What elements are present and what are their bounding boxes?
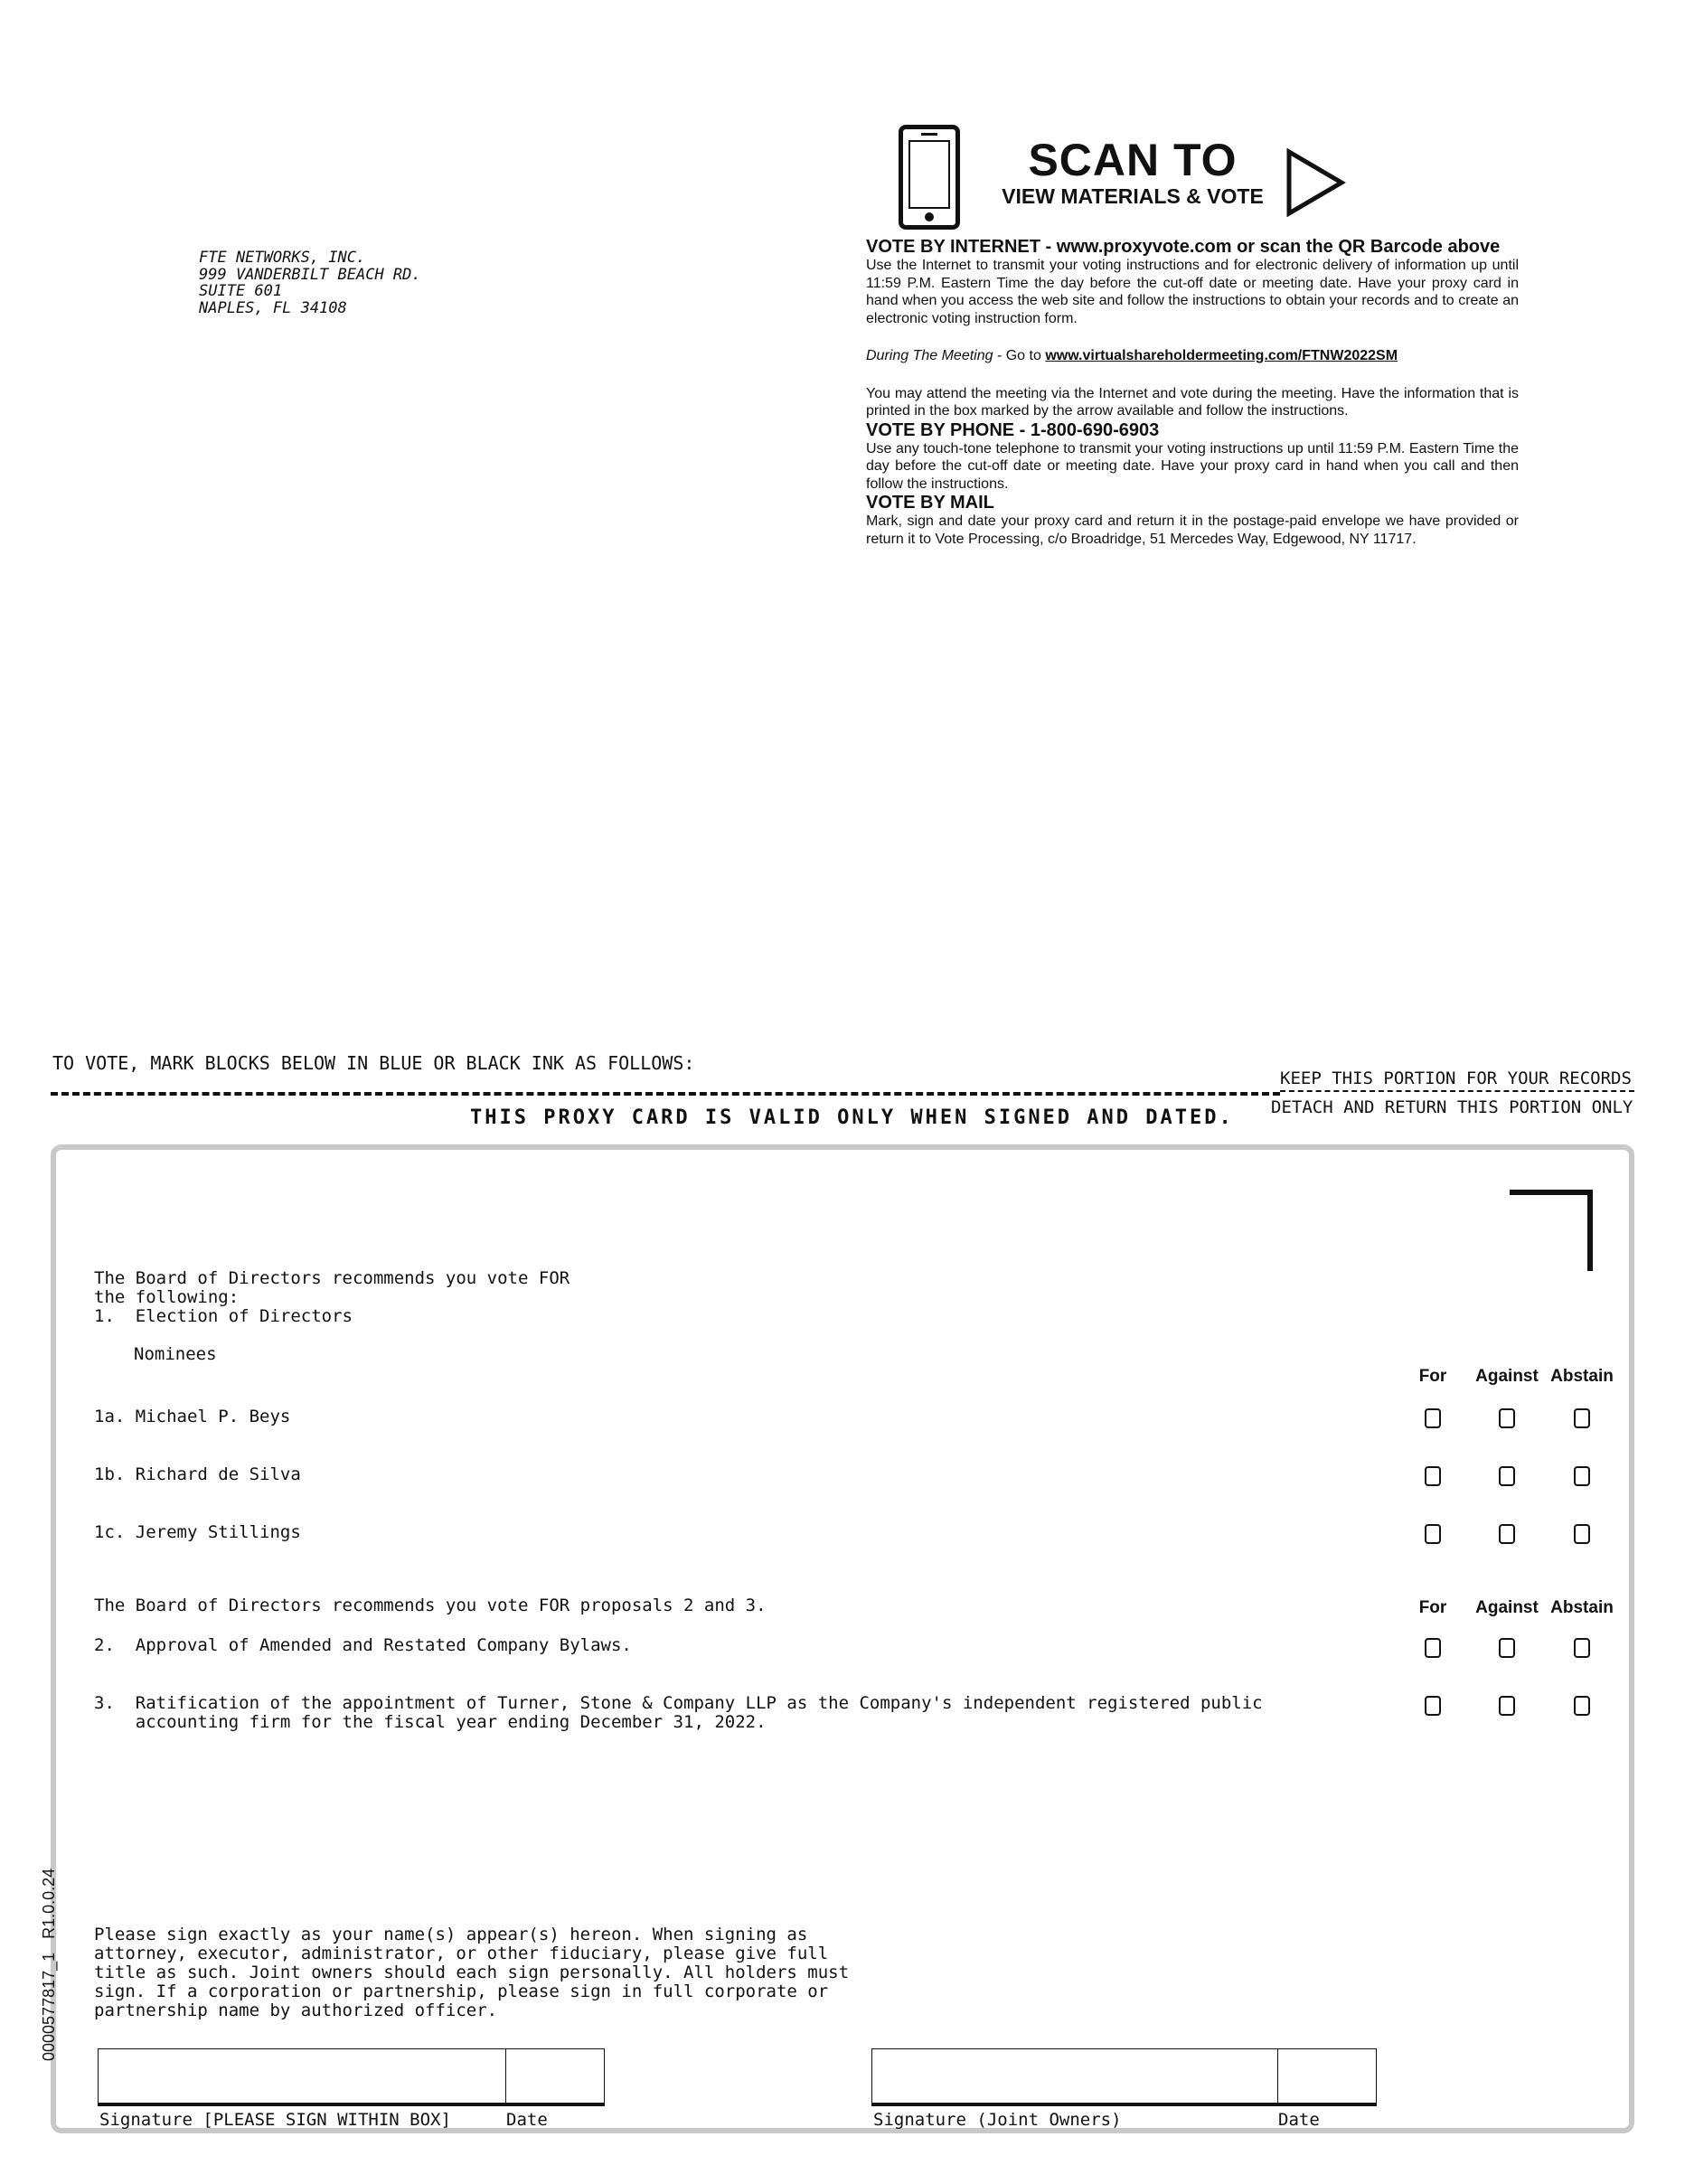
address-line: 999 VANDERBILT BEACH RD. [199, 265, 421, 284]
phone-body: Use any touch-tone telephone to transmit your voting instructions up until 11:59 P.M. Eastern Time the day before the cut-off date or meeting date. Have your proxy card in hand when you call and then follow the instructions. [866, 440, 1519, 492]
proposal-3: 3. Ratification of the appointment of Turner, Stone & Company LLP as the Company's independent registered public accounting firm for the fiscal year ending December 31, 2022. [94, 1693, 1263, 1732]
scan-subtitle: VIEW MATERIALS & VOTE [1002, 184, 1264, 208]
column-for: For [1418, 1598, 1447, 1617]
checkbox-1a-abstain[interactable] [1574, 1408, 1590, 1428]
nominees-label: Nominees [134, 1344, 217, 1364]
signature-label: Signature [PLEASE SIGN WITHIN BOX] [99, 2110, 451, 2130]
column-abstain: Abstain [1550, 1598, 1614, 1617]
mail-heading: VOTE BY MAIL [866, 493, 994, 513]
recommend-election: The Board of Directors recommends you vote FOR the following: [94, 1268, 570, 1307]
signing-instructions: Please sign exactly as your name(s) appear(s) hereon. When signing as attorney, executor, administrator, or other fiduciary, please give full title as such. Joint owners should each sign personally. All holders must sign. If a corporation or partnership, please sign in full corporate or partnership name by authorized officer. [94, 1925, 850, 2020]
election-heading: 1. Election of Directors [94, 1306, 353, 1326]
keep-portion-label: KEEP THIS PORTION FOR YOUR RECORDS [1280, 1068, 1632, 1088]
column-abstain: Abstain [1550, 1367, 1614, 1386]
play-arrow-icon [1285, 148, 1347, 217]
signature-box[interactable] [98, 2048, 506, 2106]
attend-body: You may attend the meeting via the Internet and vote during the meeting. Have the information that is printed in the box marked by the arrow available and follow the instructions. [866, 385, 1519, 419]
checkbox-3-for[interactable] [1425, 1696, 1441, 1716]
detach-portion-label: DETACH AND RETURN THIS PORTION ONLY [1271, 1097, 1633, 1117]
company-address [199, 249, 421, 316]
scan-title: SCAN TO [1028, 135, 1238, 185]
internet-body: Use the Internet to transmit your voting instructions and for electronic delivery of information up until 11:59 P.M. Eastern Time the day before the cut-off date or meeting date. Have your proxy card in hand when you access the web site and follow the instructions to obtain your records and to create an electronic voting instruction form. [866, 258, 1519, 326]
internet-heading: VOTE BY INTERNET - www.proxyvote.com or scan the QR Barcode above [866, 237, 1501, 257]
detach-dashed-line [51, 1092, 1280, 1096]
valid-notice: THIS PROXY CARD IS VALID ONLY WHEN SIGNED AND DATED. [470, 1106, 1234, 1129]
keep-underline [1280, 1090, 1634, 1092]
meeting-link[interactable]: www.virtualshareholdermeeting.com/FTNW2022SM [1045, 348, 1398, 363]
column-against: Against [1475, 1598, 1539, 1617]
column-for: For [1418, 1367, 1447, 1386]
address-line: FTE NETWORKS, INC. [199, 249, 366, 267]
joint-date-box[interactable] [1277, 2048, 1377, 2106]
checkbox-1c-for[interactable] [1425, 1524, 1441, 1544]
mail-body: Mark, sign and date your proxy card and return it in the postage-paid envelope we have provided or return it to Vote Processing, c/o Broadridge, 51 Mercedes Way, Edgewood, NY 11717. [866, 513, 1519, 547]
checkbox-1b-for[interactable] [1425, 1466, 1441, 1486]
checkbox-2-for[interactable] [1425, 1638, 1441, 1658]
mark-instructions: TO VOTE, MARK BLOCKS BELOW IN BLUE OR BLACK INK AS FOLLOWS: [52, 1052, 695, 1074]
address-line: NAPLES, FL 34108 [199, 298, 347, 317]
checkbox-1c-against[interactable] [1499, 1524, 1515, 1544]
form-code: 0000577817_1 R1.0.0.24 [40, 1868, 58, 2061]
meeting-line [866, 347, 1519, 365]
checkbox-2-against[interactable] [1499, 1638, 1515, 1658]
checkbox-2-abstain[interactable] [1574, 1638, 1590, 1658]
checkbox-1b-abstain[interactable] [1574, 1466, 1590, 1486]
phone-heading: VOTE BY PHONE - 1-800-690-6903 [866, 419, 1160, 440]
nominee-1c: 1c. Jeremy Stillings [94, 1522, 301, 1542]
smartphone-icon [899, 125, 960, 230]
checkbox-3-against[interactable] [1499, 1696, 1515, 1716]
recommend-proposals: The Board of Directors recommends you vote FOR proposals 2 and 3. [94, 1596, 767, 1615]
column-against: Against [1475, 1367, 1539, 1386]
joint-signature-label: Signature (Joint Owners) [873, 2110, 1122, 2130]
nominee-1b: 1b. Richard de Silva [94, 1464, 301, 1484]
nominee-1a: 1a. Michael P. Beys [94, 1407, 291, 1426]
proposal-2: 2. Approval of Amended and Restated Company Bylaws. [94, 1635, 632, 1655]
checkbox-1c-abstain[interactable] [1574, 1524, 1590, 1544]
checkbox-1a-against[interactable] [1499, 1408, 1515, 1428]
date-box[interactable] [505, 2048, 605, 2106]
joint-signature-box[interactable] [871, 2048, 1278, 2106]
voting-instructions [866, 237, 1519, 548]
meeting-mid: - Go to [993, 348, 1046, 363]
joint-date-label: Date [1278, 2110, 1320, 2130]
checkbox-1a-for[interactable] [1425, 1408, 1441, 1428]
checkbox-1b-against[interactable] [1499, 1466, 1515, 1486]
corner-mark [1510, 1190, 1593, 1271]
checkbox-3-abstain[interactable] [1574, 1696, 1590, 1716]
date-label: Date [506, 2110, 548, 2130]
meeting-italic: During The Meeting [866, 348, 993, 363]
address-line: SUITE 601 [199, 282, 283, 300]
